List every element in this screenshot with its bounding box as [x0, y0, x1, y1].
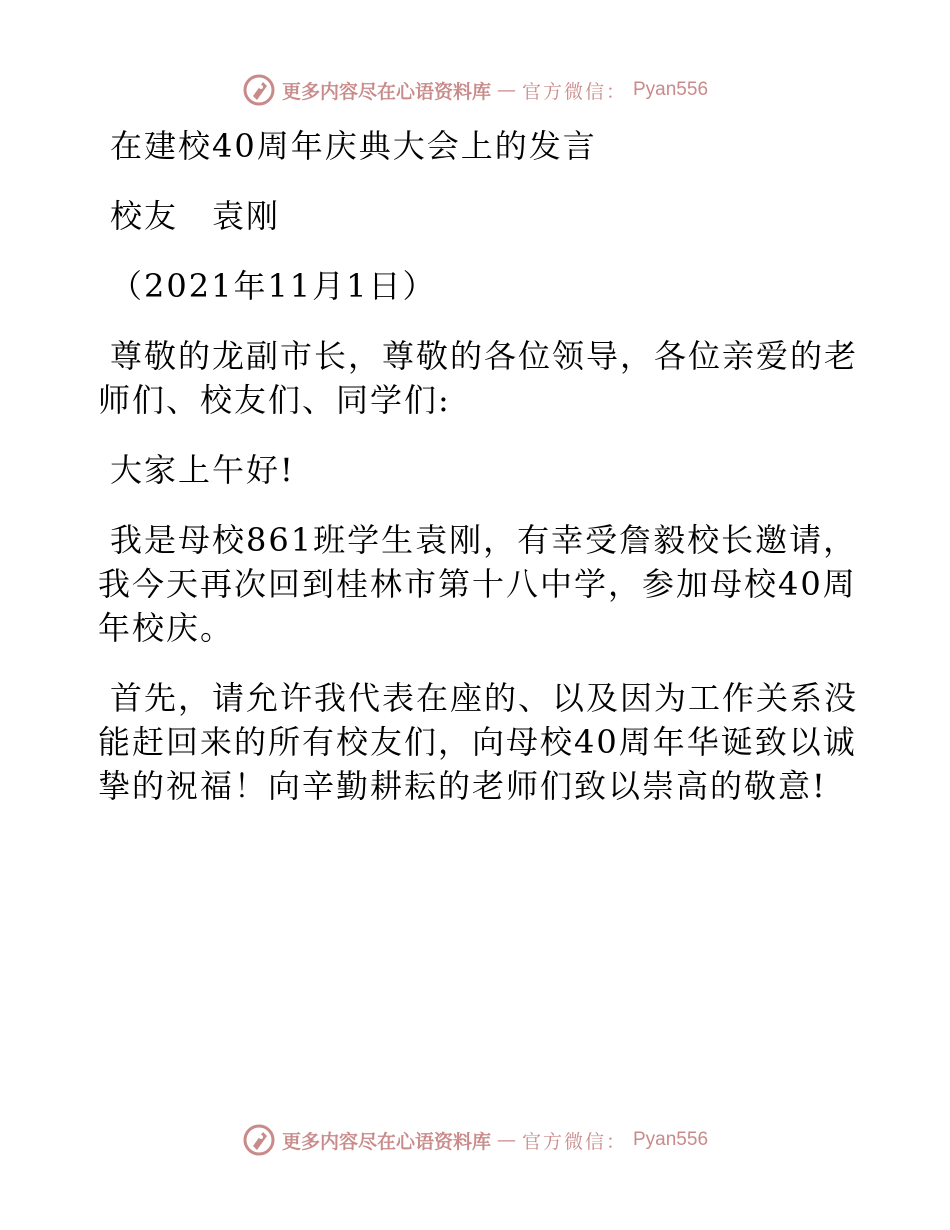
body-paragraph-2: 首先，请允许我代表在座的、以及因为工作关系没能赶回来的所有校友们，向母校40周年华诞致以诚挚的祝福！向辛勤耕耘的老师们致以崇高的敬意!: [98, 679, 859, 805]
footer-banner: [0, 1120, 950, 1160]
banner-dash: —: [496, 79, 516, 101]
banner-title: 更多内容尽在心语资料库: [281, 80, 491, 103]
pen-nib-logo-icon: [242, 1123, 276, 1157]
document-body: [98, 124, 858, 834]
pen-nib-logo-icon: [242, 73, 276, 107]
body-paragraph-1: 我是母校861班学生袁刚，有幸受詹毅校长邀请，我今天再次回到桂林市第十八中学，参加母校40周年校庆。: [98, 521, 858, 647]
hello-paragraph: 大家上午好!: [110, 451, 295, 489]
banner-title: 更多内容尽在心语资料库: [281, 1130, 491, 1153]
banner-wechat-id: Pyan556: [633, 79, 709, 100]
document-date: （2021年11月1日）: [110, 267, 437, 305]
banner-wechat-label: 官方微信：: [521, 80, 627, 103]
banner-dash: —: [496, 1129, 516, 1151]
header-banner: [0, 70, 950, 110]
document-author: 校友 袁刚: [110, 197, 281, 235]
banner-wechat-label: 官方微信：: [521, 1130, 627, 1153]
greeting-paragraph: 尊敬的龙副市长，尊敬的各位领导，各位亲爱的老师们、校友们、同学们:: [98, 337, 859, 419]
banner-wechat-id: Pyan556: [633, 1129, 709, 1150]
document-title: 在建校40周年庆典大会上的发言: [110, 127, 597, 165]
